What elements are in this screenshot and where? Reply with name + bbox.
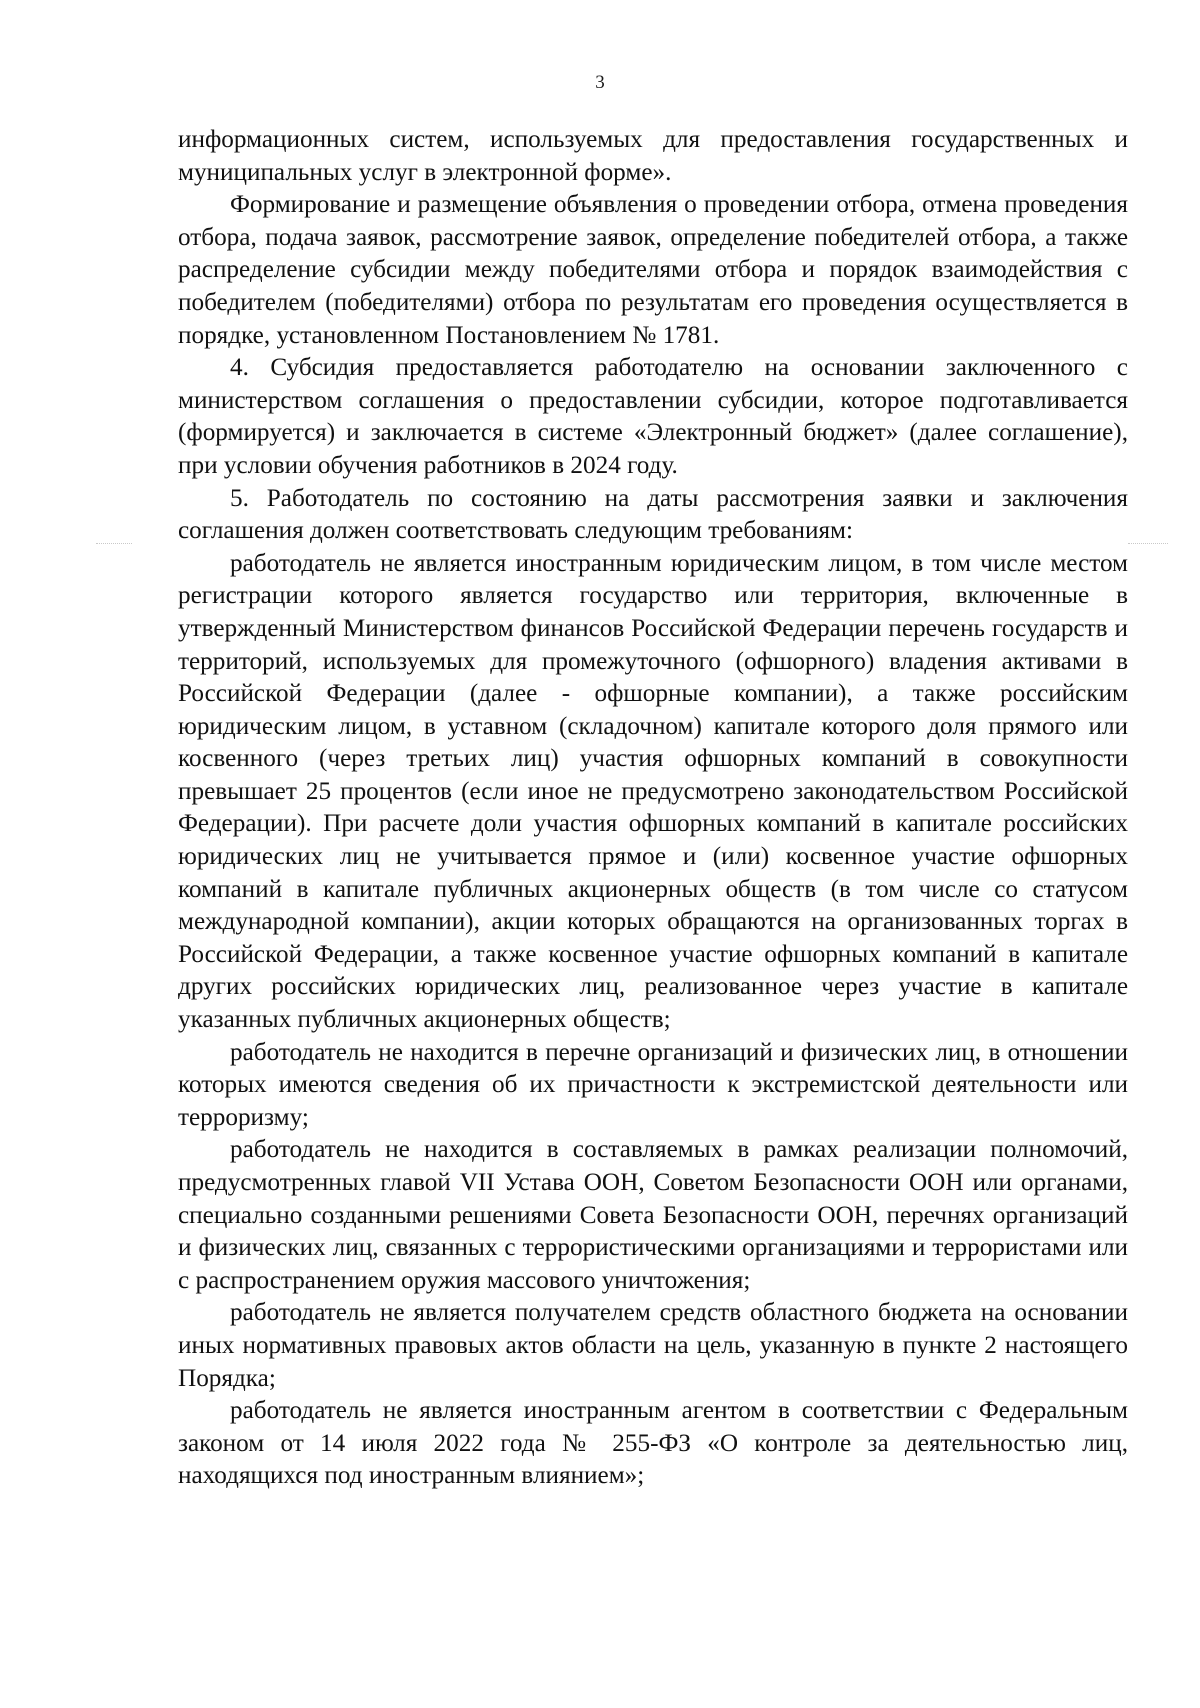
requirement-not-budget-recipient: работодатель не является получателем средств областного бюджета на основании иных нормативных правовых актов области на цель, указанную в пункте 2 настоящего Порядка; — [178, 1299, 1128, 1392]
document-body — [178, 124, 1128, 1493]
paragraph-selection-procedure: Формирование и размещение объявления о проведении отбора, отмена проведения отбора, подача заявок, рассмотрение заявок, определение победителей отбора, а также распределение субсидии между победителями отбора и порядок взаимодействия с победителем (победителями) отбора по результатам его проведения осуществляется в порядке, установленном Постановлением № 1781. — [178, 191, 1128, 349]
page-number: 3 — [595, 72, 605, 93]
scan-artifact-right — [1128, 543, 1168, 545]
requirement-not-foreign-entity: работодатель не является иностранным юридическим лицом, в том числе местом регистрации которого является государство или территория, включенные в утвержденный Министерством финансов Российской Федерации перечень государств и территорий, используемых для промежуточного (офшорного) владения активами в Российской Федерации (далее - офшорные компании), а также российским юридическим лицом, в уставном (складочном) капитале которого доля прямого или косвенного (через третьих лиц) участия офшорных компаний в совокупности превышает 25 процентов (если иное не предусмотрено законодательством Российской Федерации). При расчете доли участия офшорных компаний в капитале российских юридических лиц не учитывается прямое и (или) косвенное участие офшорных компаний в капитале публичных акционерных обществ (в том числе со статусом международной компании), акции которых обращаются на организованных торгах в Российской Федерации, а также косвенное участие офшорных компаний в капитале других российских юридических лиц, реализованное через участие в капитале указанных публичных акционерных обществ; — [178, 549, 1128, 1034]
paragraph-item-4: 4. Субсидия предоставляется работодателю на основании заключенного с министерством соглашения о предоставлении субсидии, которое подготавливается (формируется) и заключается в системе «Электронный бюджет» (далее соглашение), при условии обучения работников в 2024 году. — [178, 354, 1128, 479]
requirement-not-foreign-agent: работодатель не является иностранным агентом в соответствии с Федеральным законом от 14 июля 2022 года № 255-ФЗ «О контроле за деятельностью лиц, находящихся под иностранным влиянием»; — [178, 1397, 1128, 1490]
scan-artifact-left — [96, 543, 132, 545]
requirement-not-extremist-list: работодатель не находится в перечне организаций и физических лиц, в отношении которых имеются сведения об их причастности к экстремистской деятельности или терроризму; — [178, 1038, 1128, 1131]
paragraph-continuation: информационных систем, используемых для предоставления государственных и муниципальных услуг в электронной форме». — [178, 126, 1128, 186]
paragraph-item-5: 5. Работодатель по состоянию на даты рассмотрения заявки и заключения соглашения должен соответствовать следующим требованиям: — [178, 484, 1128, 545]
requirement-not-un-sanctions-list: работодатель не находится в составляемых в рамках реализации полномочий, предусмотренных главой VII Устава ООН, Советом Безопасности ООН или органами, специально созданными решениями Совета Безопасности ООН, перечнях организаций и физических лиц, связанных с террористическими организациями и террористами или с распространением оружия массового уничтожения; — [178, 1136, 1128, 1294]
